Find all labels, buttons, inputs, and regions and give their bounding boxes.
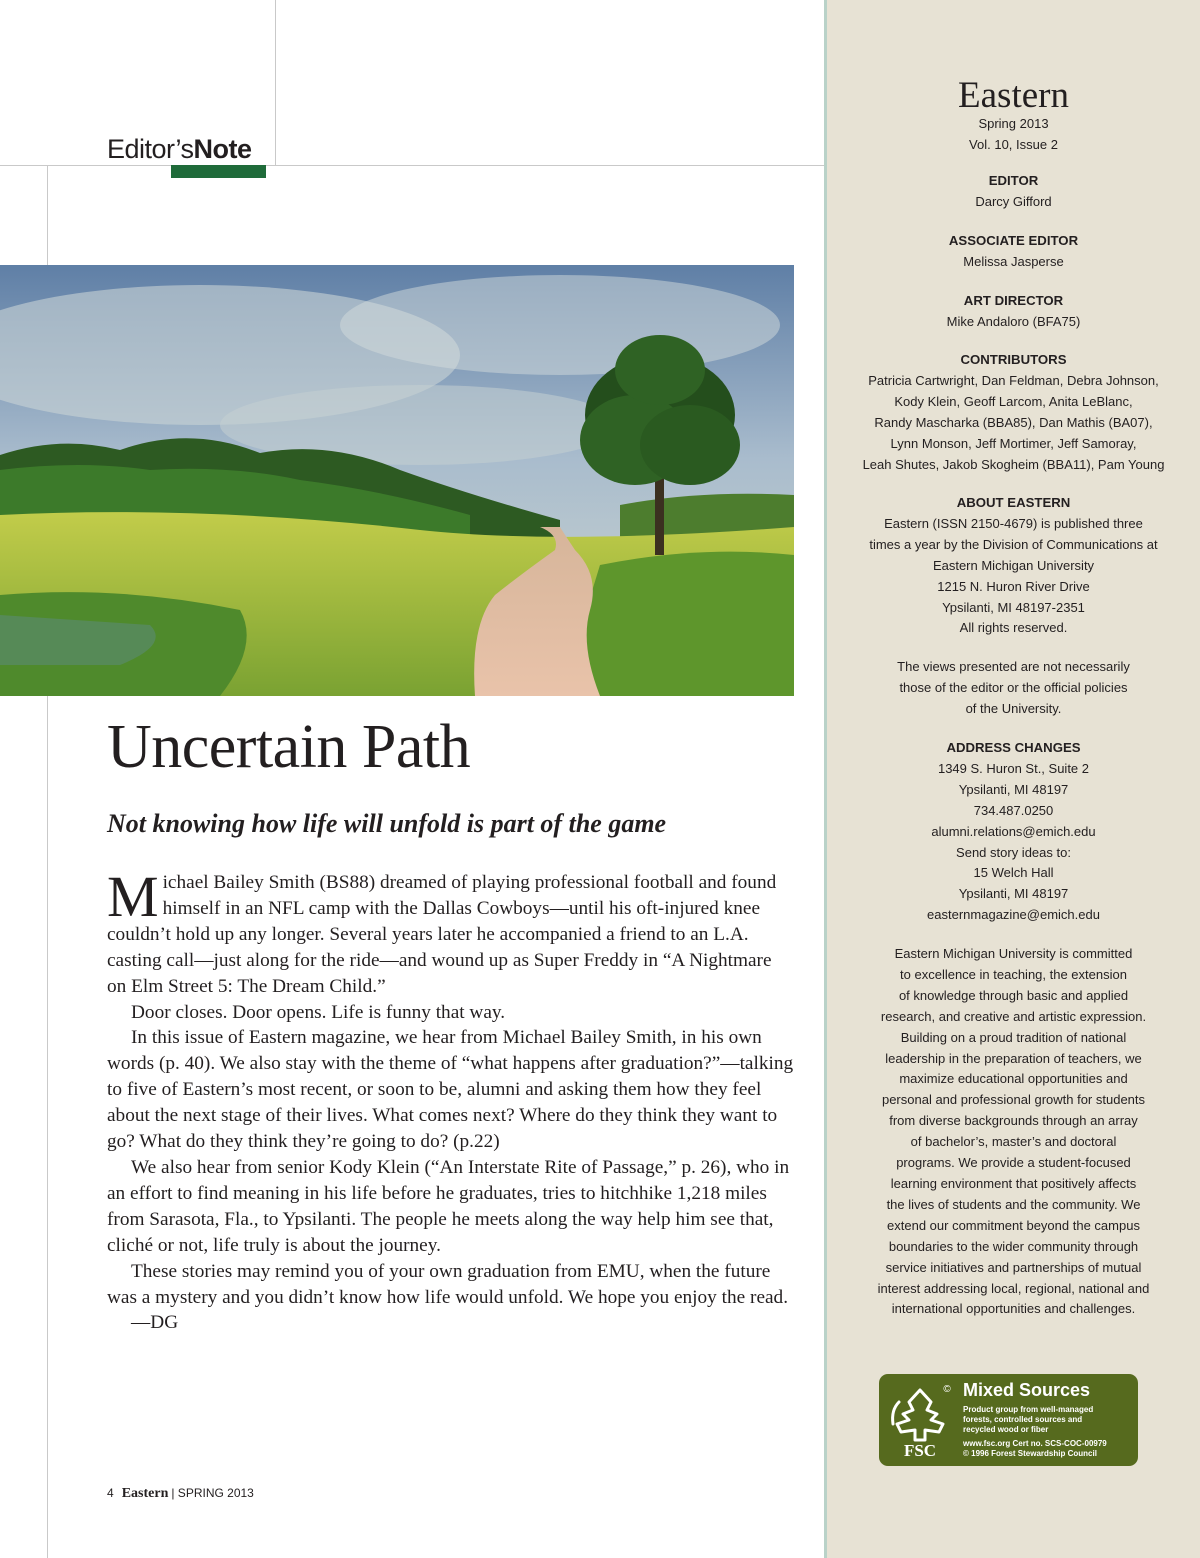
address-block (847, 738, 1180, 926)
article-paragraph: We also hear from senior Kody Klein (“An Interstate Rite of Passage,” p. 26), who in an effort to find meaning in his life before he graduates, tries to hitchhike 1,218 miles from Sarasota, Fla., to Ypsilanti. The people he meets along the way help him see that, cliché or not, life truly is about the journey. (107, 1156, 790, 1256)
art-director-heading: ART DIRECTOR (963, 293, 1064, 308)
header-rule (0, 165, 824, 166)
section-label-bold: Note (193, 134, 252, 164)
associate-editor-heading: ASSOCIATE EDITOR (948, 233, 1079, 248)
fsc-copyright: © 1996 Forest Stewardship Council (963, 1449, 1097, 1458)
fsc-description (963, 1405, 1133, 1435)
article-body (107, 864, 795, 1336)
article-headline: Uncertain Path (107, 713, 471, 781)
section-accent-bar (171, 165, 266, 178)
contributors-line: Randy Mascharka (BBA85), Dan Mathis (BA07), (874, 414, 1153, 430)
mission-line: to excellence in teaching, the extension (900, 966, 1127, 982)
fsc-certification-badge (879, 1374, 1138, 1466)
address-heading: ADDRESS CHANGES (946, 740, 1081, 755)
contributors-line: Patricia Cartwright, Dan Feldman, Debra Johnson, (868, 372, 1159, 388)
mission-line: boundaries to the wider community through (888, 1238, 1139, 1254)
footer-issue: | SPRING 2013 (171, 1486, 254, 1500)
mission-line: Eastern Michigan University is committed (894, 946, 1133, 961)
address-line: 1349 S. Huron St., Suite 2 (937, 760, 1090, 776)
contributors-line: Kody Klein, Geoff Larcom, Anita LeBlanc, (894, 393, 1133, 409)
views-disclaimer (847, 657, 1180, 720)
address-line: 15 Welch Hall (973, 865, 1054, 881)
mission-line: extend our commitment beyond the campus (887, 1217, 1140, 1233)
about-line: All rights reserved. (959, 620, 1068, 636)
signature: —DG (131, 1312, 179, 1334)
mission-line: of bachelor’s, master’s and doctoral (910, 1134, 1117, 1150)
address-line: alumni.relations@emich.edu (931, 823, 1096, 839)
page-footer (107, 1486, 254, 1502)
associate-editor-name: Melissa Jasperse (963, 253, 1064, 269)
fsc-certificate-number: www.fsc.org Cert no. SCS-COC-00979 (963, 1439, 1107, 1448)
about-block (847, 493, 1180, 639)
mission-statement (847, 944, 1180, 1320)
masthead-title: Eastern (958, 75, 1069, 116)
about-line: 1215 N. Huron River Drive (937, 578, 1090, 594)
fsc-certificate (963, 1439, 1107, 1459)
contributors-heading: CONTRIBUTORS (960, 352, 1067, 367)
address-line: 734.487.0250 (973, 802, 1054, 818)
mission-line: the lives of students and the community. We (886, 1196, 1141, 1212)
section-label (107, 134, 252, 165)
mission-line: interest addressing local, regional, national and (877, 1280, 1150, 1296)
about-line: Ypsilanti, MI 48197-2351 (942, 599, 1085, 615)
editor-heading: EDITOR (988, 173, 1039, 188)
views-line: of the University. (965, 700, 1062, 716)
mission-line: leadership in the preparation of teachers, we (885, 1050, 1142, 1066)
contributors-line: Lynn Monson, Jeff Mortimer, Jeff Samoray, (890, 435, 1137, 451)
mission-line: personal and professional growth for students (881, 1092, 1146, 1108)
article-paragraph: In this issue of Eastern magazine, we hear from Michael Bailey Smith, in his own words (p. 40). We also stay with the theme of “what happens after graduation?”—talking to five of Eastern’s most recent, or soon to be, alumni and asking them how they feel about the next stage of their lives. What comes next? Where do they think they want to go? What do they think they’re going to do? (p.22) (107, 1027, 794, 1153)
drop-cap: M (107, 864, 159, 929)
paragraph-text: ichael Bailey Smith (BS88) dreamed of playing professional football and found himself in an NFL camp with the Dallas Cowboys—until his oft-injured knee couldn’t hold up any longer. Several years later he accompanied a friend to an L.A. casting call—just along for the ride—and wound up as Super Freddy in “A Nightmare on Elm Street 5: The Dream Child.” (107, 872, 777, 997)
contributors-line: Leah Shutes, Jakob Skogheim (BBA11), Pam Young (862, 456, 1165, 472)
issue-info (847, 114, 1180, 156)
associate-editor-block (847, 231, 1180, 273)
article-paragraph: These stories may remind you of your own graduation from EMU, when the future was a mystery and you didn’t know how life would unfold. We hope you enjoy the read. (107, 1260, 789, 1308)
fsc-description-line: Product group from well-managed (963, 1405, 1094, 1414)
mission-line: international opportunities and challenges. (891, 1301, 1136, 1317)
address-line: Ypsilanti, MI 48197 (958, 886, 1069, 902)
mission-line: maximize educational opportunities and (899, 1071, 1128, 1087)
art-director-block (847, 291, 1180, 333)
editor-block (847, 171, 1180, 213)
mission-line: programs. We provide a student-focused (896, 1155, 1131, 1171)
fsc-logo-text: FSC (903, 1441, 937, 1460)
address-line: easternmagazine@emich.edu (927, 907, 1100, 923)
mission-line: learning environment that positively affects (890, 1175, 1137, 1191)
fsc-copyright-mark: © (943, 1384, 951, 1395)
editor-name: Darcy Gifford (975, 193, 1052, 209)
address-line: Ypsilanti, MI 48197 (958, 781, 1069, 797)
about-line: times a year by the Division of Communications at (869, 536, 1158, 552)
about-line: Eastern (ISSN 2150-4679) is published three (884, 515, 1143, 531)
column-rule-top (275, 0, 276, 165)
about-heading: ABOUT EASTERN (956, 495, 1071, 510)
fsc-title: Mixed Sources (963, 1380, 1091, 1400)
contributors-block (847, 350, 1180, 475)
masthead-sidebar (824, 0, 1200, 1558)
mission-line: from diverse backgrounds through an array (889, 1113, 1138, 1129)
issue-date: Spring 2013 (978, 116, 1049, 131)
mission-line: of knowledge through basic and applied (898, 987, 1129, 1003)
art-director-name: Mike Andaloro (BFA75) (946, 313, 1081, 329)
issue-volume: Vol. 10, Issue 2 (969, 136, 1058, 152)
about-line: Eastern Michigan University (932, 557, 1095, 573)
views-line: those of the editor or the official policies (899, 679, 1128, 695)
views-line: The views presented are not necessarily (897, 659, 1130, 674)
mission-line: Building on a proud tradition of national (900, 1029, 1127, 1045)
fsc-tree-logo-icon (887, 1380, 953, 1460)
footer-magazine: Eastern (121, 1486, 169, 1501)
fsc-description-line: forests, controlled sources and (963, 1415, 1083, 1424)
page-number: 4 (107, 1486, 114, 1500)
mission-line: service initiatives and partnerships of mutual (885, 1259, 1142, 1275)
article-paragraph: Door closes. Door opens. Life is funny that way. (131, 1001, 506, 1023)
address-line: Send story ideas to: (956, 844, 1071, 860)
article-paragraph (107, 864, 795, 1000)
mission-line: research, and creative and artistic expression. (880, 1008, 1147, 1024)
hero-image (0, 265, 794, 696)
fsc-description-line: recycled wood or fiber (963, 1425, 1049, 1434)
article-deck: Not knowing how life will unfold is part of the game (107, 809, 667, 838)
section-label-prefix: Editor’s (107, 134, 194, 164)
